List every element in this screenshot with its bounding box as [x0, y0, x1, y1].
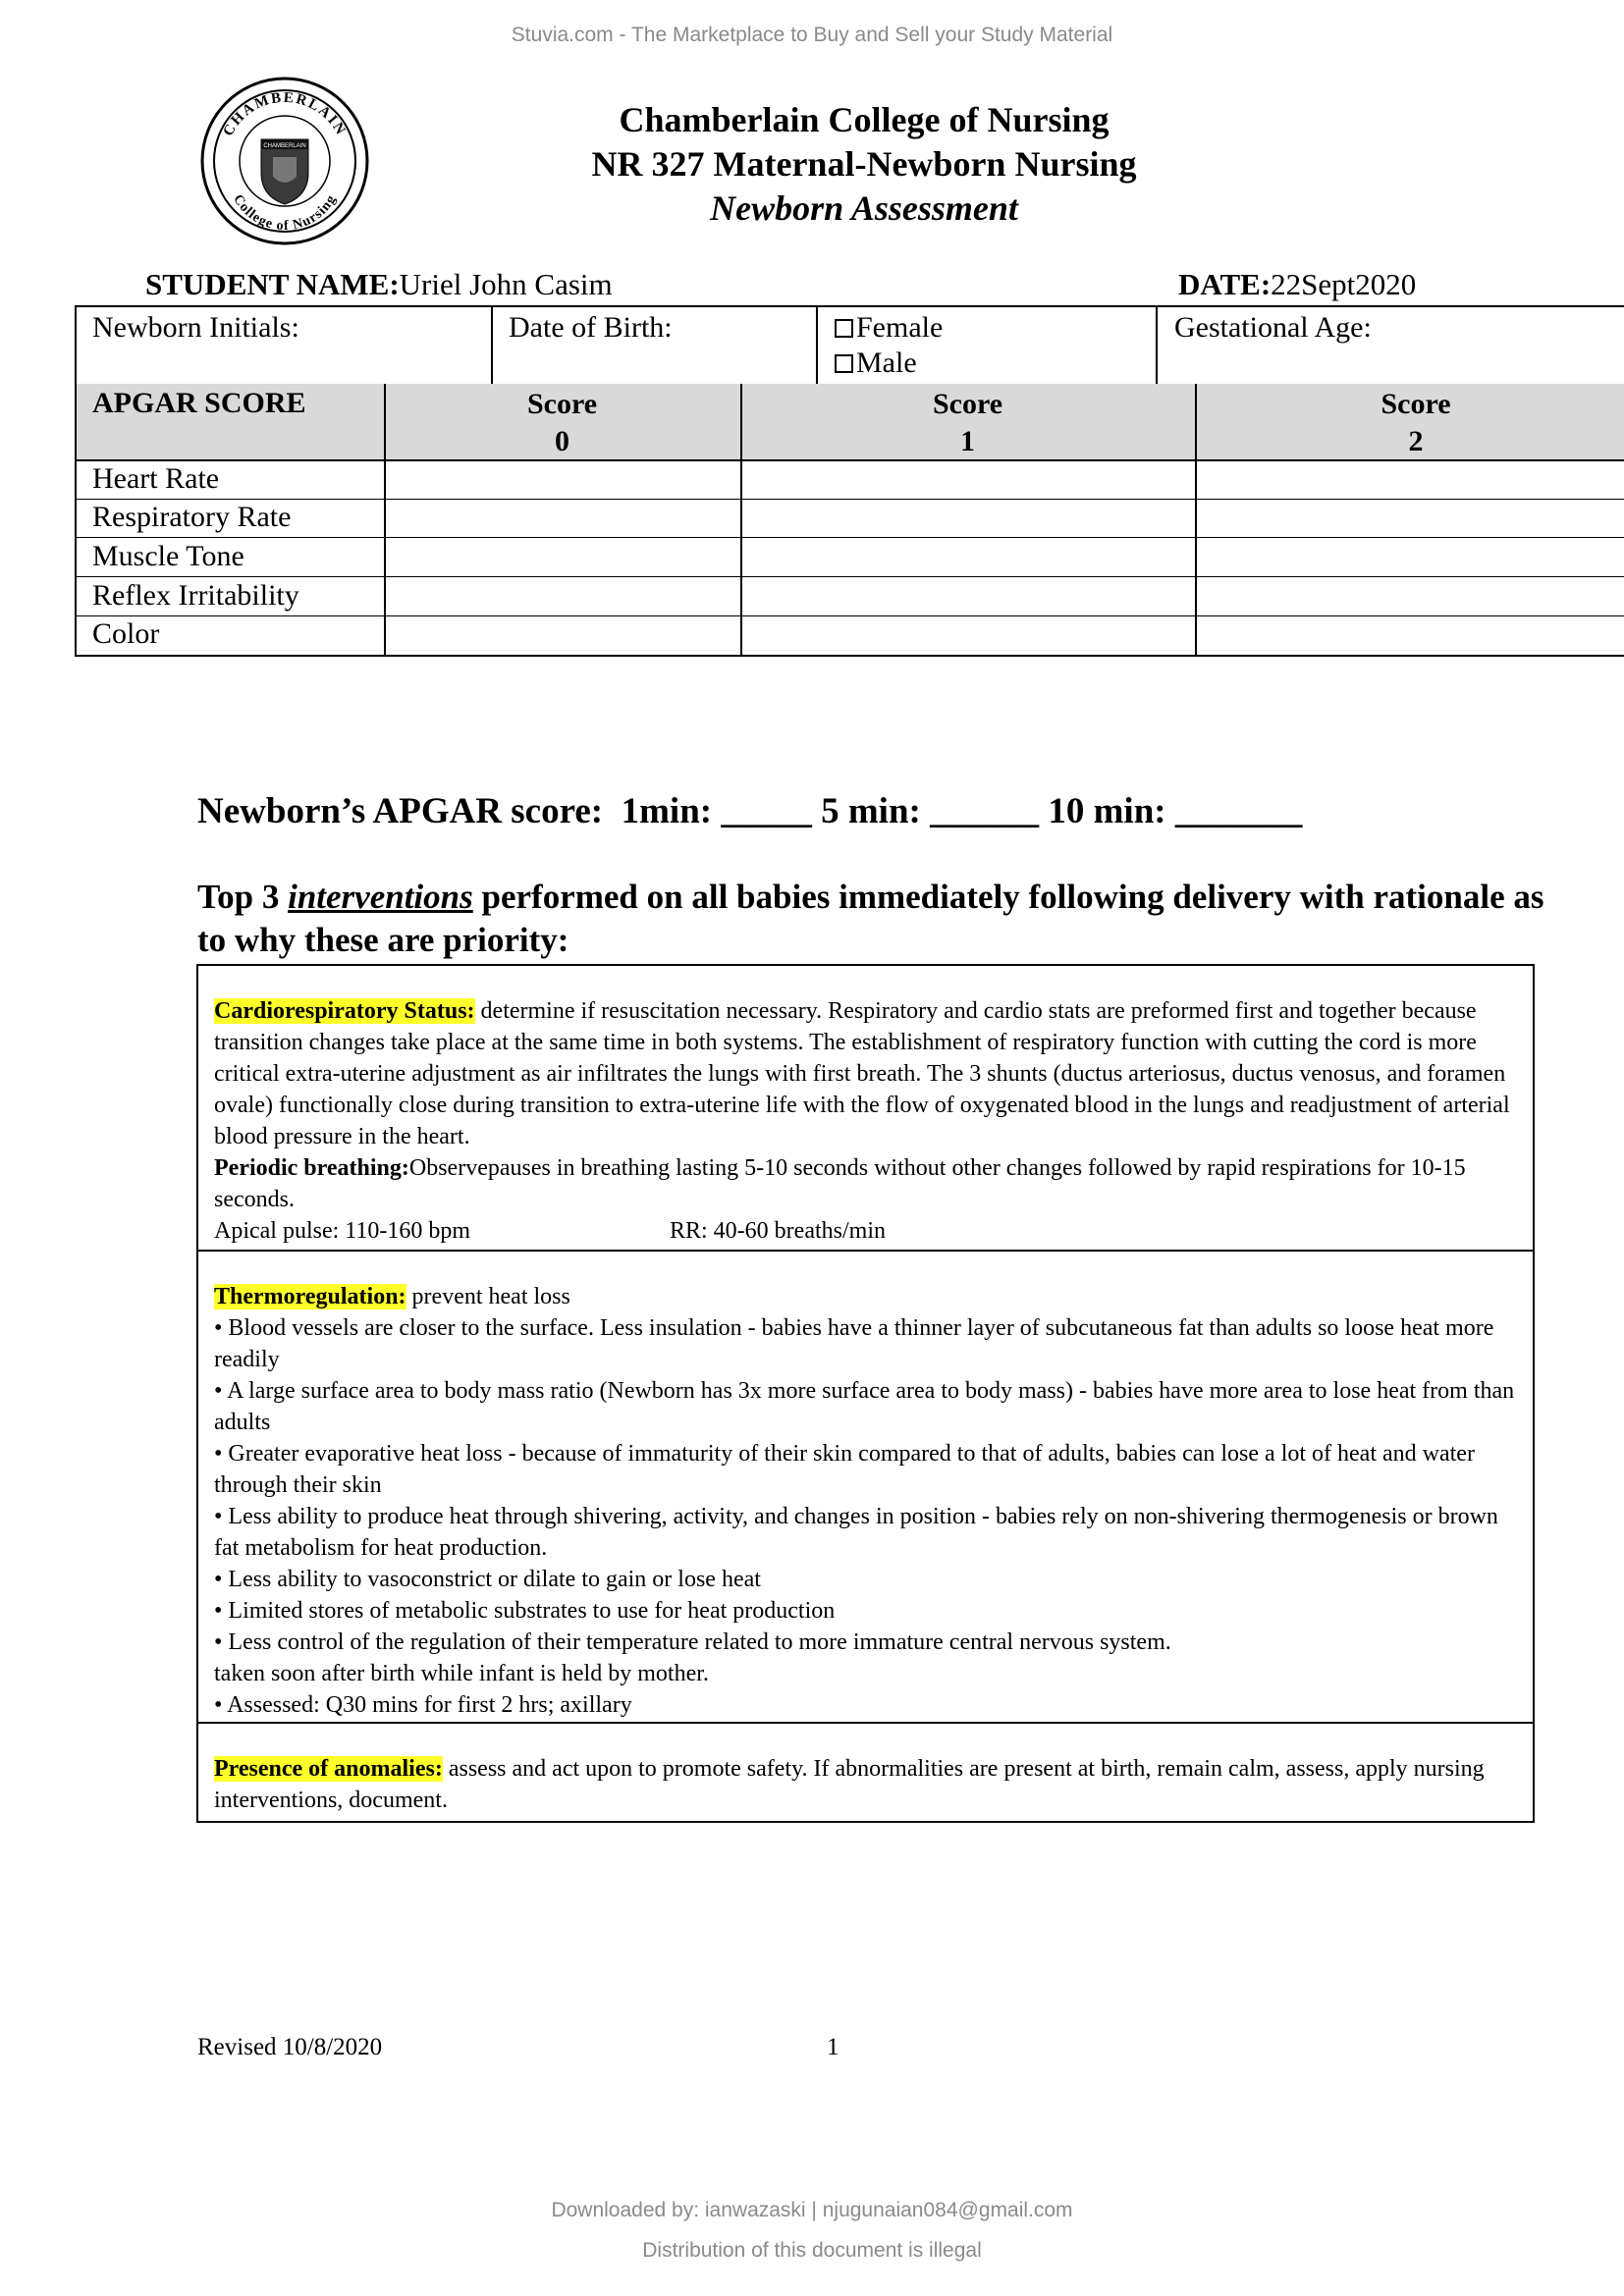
- table-row-heart-rate: Heart Rate: [92, 462, 220, 495]
- male-checkbox-icon[interactable]: [835, 354, 853, 373]
- interventions-title: Top 3 interventions performed on all babies immediately following delivery with rationale as to why these are priority:: [197, 878, 1544, 959]
- list-item: • A large surface area to body mass ratio (Newborn has 3x more surface area to body mass) - babies have more area to lose heat from than adults: [214, 1378, 1515, 1435]
- list-item: • Greater evaporative heat loss - because of immaturity of their skin compared to that of adults, babies can lose a lot of heat and water through their skin: [214, 1441, 1475, 1498]
- female-option[interactable]: [835, 309, 943, 347]
- interventions-emphasis: interventions: [288, 878, 473, 916]
- male-label: Male: [856, 347, 917, 379]
- list-item: • Less ability to produce heat through shivering, activity, and changes in position - babies rely on non-shivering thermogenesis or brown fat metabolism for heat production.: [214, 1504, 1498, 1561]
- apgar-score-line: Newborn’s APGAR score: 1min: _____ 5 min: ______ 10 min: _______: [197, 791, 1303, 831]
- distribution-notice: Distribution of this document is illegal: [642, 2239, 982, 2262]
- anomalies-section: Presence of anomalies: assess and act upon to promote safety. If abnormalities are present at birth, remain calm, assess, apply nursing interventions, document.: [214, 1756, 1485, 1813]
- downloaded-by: Downloaded by: ianwazaski | njugunaian084@gmail.com: [551, 2199, 1073, 2221]
- list-item: • Blood vessels are closer to the surface. Less insulation - babies have a thinner layer of subcutaneous fat than adults so loose heat more readily: [214, 1315, 1494, 1372]
- respiratory-rate: RR: 40-60 breaths/min: [670, 1218, 886, 1244]
- periodic-breathing-label: Periodic breathing:: [214, 1155, 409, 1181]
- list-item: taken soon after birth while infant is held by mother.: [214, 1661, 709, 1686]
- svg-text:CHAMBERLAIN: CHAMBERLAIN: [220, 89, 350, 139]
- document-header: [452, 98, 1276, 231]
- score-0-header: Score 0: [526, 388, 598, 457]
- cardiorespiratory-label: Cardiorespiratory Status: [214, 998, 467, 1024]
- table-row-color: Color: [92, 617, 160, 650]
- list-item: • Limited stores of metabolic substrates to use for heat production: [214, 1598, 836, 1624]
- female-checkbox-icon[interactable]: [835, 319, 853, 338]
- cardiorespiratory-section: Cardiorespiratory Status: determine if resuscitation necessary. Respiratory and cardio stats are preformed first and together because transition changes take place at the same time in both systems. The establishment of respiratory function with cutting the cord is more critical extra-uterine adjustment as air infiltrates the lungs with first breath. The 3 shunts (ductus arteriosus, ductus venosus, and foramen ovale) functionally close during transition to extra-uterine life with the flow of oxygenated blood in the lungs and readjustment of arterial blood pressure in the heart. Periodic breathing:Observepauses in breathing lasting 5-10 seconds without other changes followed by rapid respirations for 10-15 seconds. Apical pulse: 110-160 bpm RR: 40-60 breaths/min: [214, 995, 1520, 1247]
- date-value: 22Sept2020: [1271, 267, 1417, 301]
- date-of-birth-label: Date of Birth:: [509, 311, 673, 344]
- form-title: Newborn Assessment: [710, 188, 1018, 228]
- newborn-info-table: [75, 305, 1624, 388]
- thermoregulation-label: Thermoregulation: [214, 1284, 399, 1309]
- interventions-box: [196, 964, 1535, 1823]
- thermoregulation-section: Thermoregulation: prevent heat loss • Blood vessels are closer to the surface. Less insulation - babies have a thinner layer of subcutaneous fat than adults so loose heat more readily • A large surface area to body mass ratio (Newborn has 3x more surface area to body mass) - babies have more area to lose heat from than adults • Greater evaporative heat loss - because of immaturity of their skin compared to that of adults, babies can lose a lot of heat and water through their skin • Less ability to produce heat through shivering, activity, and changes in position - babies rely on non-shivering thermogenesis or brown fat metabolism for heat production. • Less ability to vasoconstrict or dilate to gain or lose heat • Limited stores of metabolic substrates to use for heat production • Less control of the regulation of their temperature related to more immature central nervous system. taken soon after birth while infant is held by mother. • Assessed: Q30 mins for first 2 hrs; axillary: [214, 1281, 1520, 1721]
- student-name-value: Uriel John Casim: [399, 267, 613, 301]
- score-1-header: Score 1: [932, 388, 1003, 457]
- apical-pulse: Apical pulse: 110-160 bpm: [214, 1218, 471, 1244]
- date-row: [1178, 267, 1416, 302]
- female-label: Female: [856, 311, 944, 344]
- apgar-score-header: APGAR SCORE: [92, 387, 306, 419]
- course-title: NR 327 Maternal-Newborn Nursing: [591, 144, 1137, 184]
- page-number: 1: [827, 2034, 839, 2060]
- score-2-header: Score 2: [1380, 388, 1451, 457]
- anomalies-label: Presence of anomalies: [214, 1756, 435, 1782]
- male-option[interactable]: [835, 345, 917, 382]
- college-title: Chamberlain College of Nursing: [619, 100, 1110, 139]
- gestational-age-label: Gestational Age:: [1174, 311, 1372, 344]
- list-item: • Assessed: Q30 mins for first 2 hrs; axillary: [214, 1692, 632, 1718]
- table-row-reflex-irritability: Reflex Irritability: [92, 579, 299, 612]
- student-name-row: [145, 267, 613, 302]
- table-row-muscle-tone: Muscle Tone: [92, 540, 244, 572]
- chamberlain-seal-logo: [198, 75, 371, 247]
- table-row-respiratory-rate: Respiratory Rate: [92, 501, 292, 533]
- newborn-initials-label: Newborn Initials:: [92, 311, 299, 344]
- revised-date: Revised 10/8/2020: [197, 2034, 383, 2060]
- date-label: DATE:: [1178, 267, 1272, 301]
- svg-text:CHAMBERLAIN: CHAMBERLAIN: [263, 143, 306, 149]
- list-item: • Less ability to vasoconstrict or dilate to gain or lose heat: [214, 1567, 761, 1592]
- stuvia-banner: Stuvia.com - The Marketplace to Buy and Sell your Study Material: [511, 24, 1113, 46]
- svg-text:College of Nursing: College of Nursing: [230, 191, 340, 235]
- list-item: • Less control of the regulation of their temperature related to more immature central nervous system.: [214, 1629, 1171, 1655]
- apgar-table: [75, 384, 1624, 657]
- student-name-label: STUDENT NAME:: [145, 267, 400, 301]
